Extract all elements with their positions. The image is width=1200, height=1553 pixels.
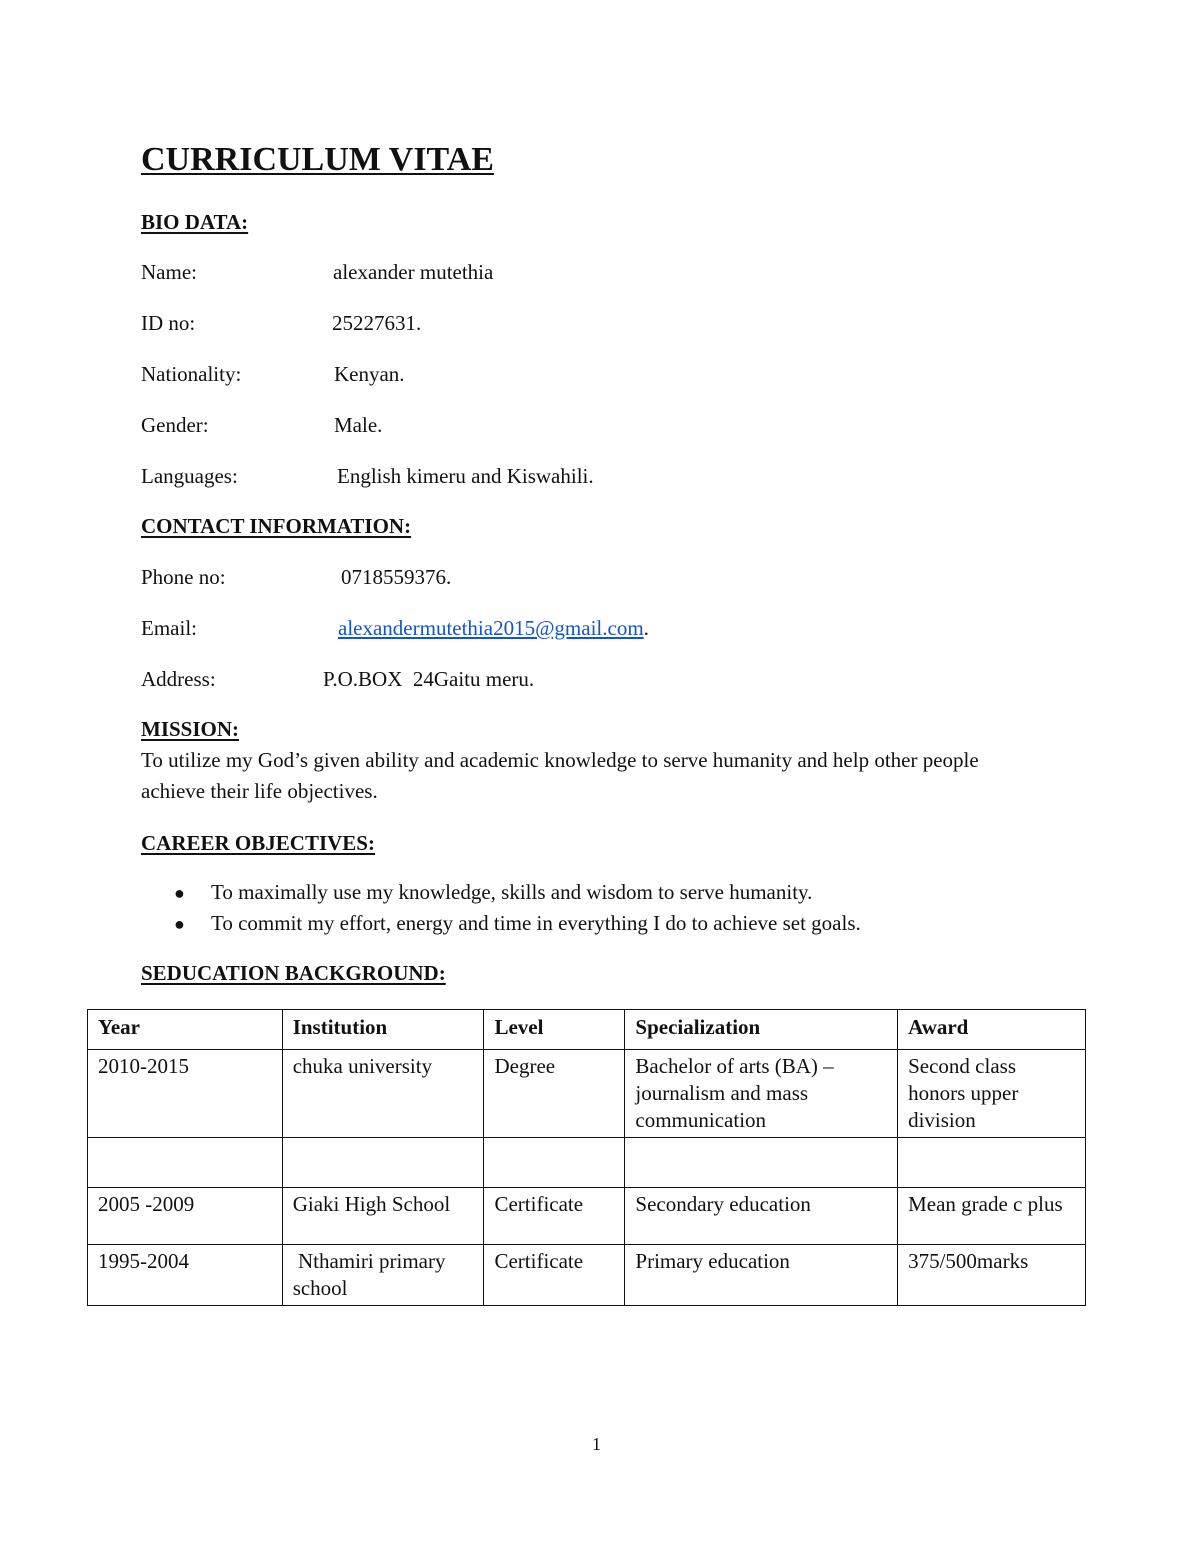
career-item-1: To maximally use my knowledge, skills and wisdom to serve humanity. xyxy=(211,880,813,904)
header-year: Year xyxy=(88,1010,283,1050)
nationality-value: Kenyan. xyxy=(334,362,405,386)
header-level: Level xyxy=(484,1010,625,1050)
cell-year: 2005 -2009 xyxy=(88,1188,283,1245)
cell-specialization: Secondary education xyxy=(625,1188,898,1245)
languages-value: English kimeru and Kiswahili. xyxy=(337,464,594,488)
name-value: alexander mutethia xyxy=(333,260,494,284)
cell-level: Degree xyxy=(484,1050,625,1138)
career-bullet-2 xyxy=(174,911,861,936)
table-row xyxy=(88,1050,1086,1138)
header-award: Award xyxy=(898,1010,1086,1050)
gender-label: Gender: xyxy=(141,413,209,437)
cell-specialization xyxy=(625,1138,898,1188)
languages-label: Languages: xyxy=(141,464,238,488)
email-label: Email: xyxy=(141,616,197,640)
career-heading: CAREER OBJECTIVES: xyxy=(141,831,375,855)
header-specialization: Specialization xyxy=(625,1010,898,1050)
address-value: P.O.BOX 24Gaitu meru. xyxy=(323,667,535,691)
bullet-icon: ● xyxy=(174,914,185,934)
cell-institution: Nthamiri primary school xyxy=(282,1245,484,1306)
cell-level: Certificate xyxy=(484,1245,625,1306)
page-number: 1 xyxy=(592,1434,601,1454)
cell-award: Second class honors upper division xyxy=(898,1050,1086,1138)
email-row xyxy=(338,616,649,641)
table-row xyxy=(88,1138,1086,1188)
cell-institution: chuka university xyxy=(282,1050,484,1138)
career-bullet-1 xyxy=(174,880,813,905)
table-header-row xyxy=(88,1010,1086,1050)
email-link[interactable]: alexandermutethia2015@gmail.com xyxy=(338,616,644,640)
mission-heading: MISSION: xyxy=(141,717,240,741)
table-row xyxy=(88,1245,1086,1306)
id-label: ID no: xyxy=(141,311,196,335)
education-heading: SEDUCATION BACKGROUND: xyxy=(141,961,446,985)
cell-year: 2010-2015 xyxy=(88,1050,283,1138)
phone-value: 0718559376. xyxy=(341,565,452,589)
cell-institution: Giaki High School xyxy=(282,1188,484,1245)
address-label: Address: xyxy=(141,667,216,691)
cell-award: Mean grade c plus xyxy=(898,1188,1086,1245)
name-label: Name: xyxy=(141,260,197,284)
email-suffix: . xyxy=(643,616,649,640)
cell-specialization: Bachelor of arts (BA) – journalism and mass communication xyxy=(625,1050,898,1138)
cell-award: 375/500marks xyxy=(898,1245,1086,1306)
document-title: CURRICULUM VITAE xyxy=(141,141,494,178)
cell-year xyxy=(88,1138,283,1188)
bio-data-heading: BIO DATA: xyxy=(141,210,249,234)
cell-year: 1995-2004 xyxy=(88,1245,283,1306)
id-value: 25227631. xyxy=(332,311,422,335)
phone-label: Phone no: xyxy=(141,565,226,589)
career-item-2: To commit my effort, energy and time in everything I do to achieve set goals. xyxy=(211,911,861,935)
cell-institution xyxy=(282,1138,484,1188)
cell-level xyxy=(484,1138,625,1188)
nationality-label: Nationality: xyxy=(141,362,242,386)
cell-award xyxy=(898,1138,1086,1188)
table-row xyxy=(88,1188,1086,1245)
cell-specialization: Primary education xyxy=(625,1245,898,1306)
header-institution: Institution xyxy=(282,1010,484,1050)
gender-value: Male. xyxy=(334,413,383,437)
education-table xyxy=(87,1009,1086,1306)
bullet-icon: ● xyxy=(174,883,185,903)
contact-heading: CONTACT INFORMATION: xyxy=(141,514,412,538)
mission-text: To utilize my God’s given ability and academic knowledge to serve humanity and help other people achieve their life objectives. xyxy=(141,748,979,803)
cell-level: Certificate xyxy=(484,1188,625,1245)
